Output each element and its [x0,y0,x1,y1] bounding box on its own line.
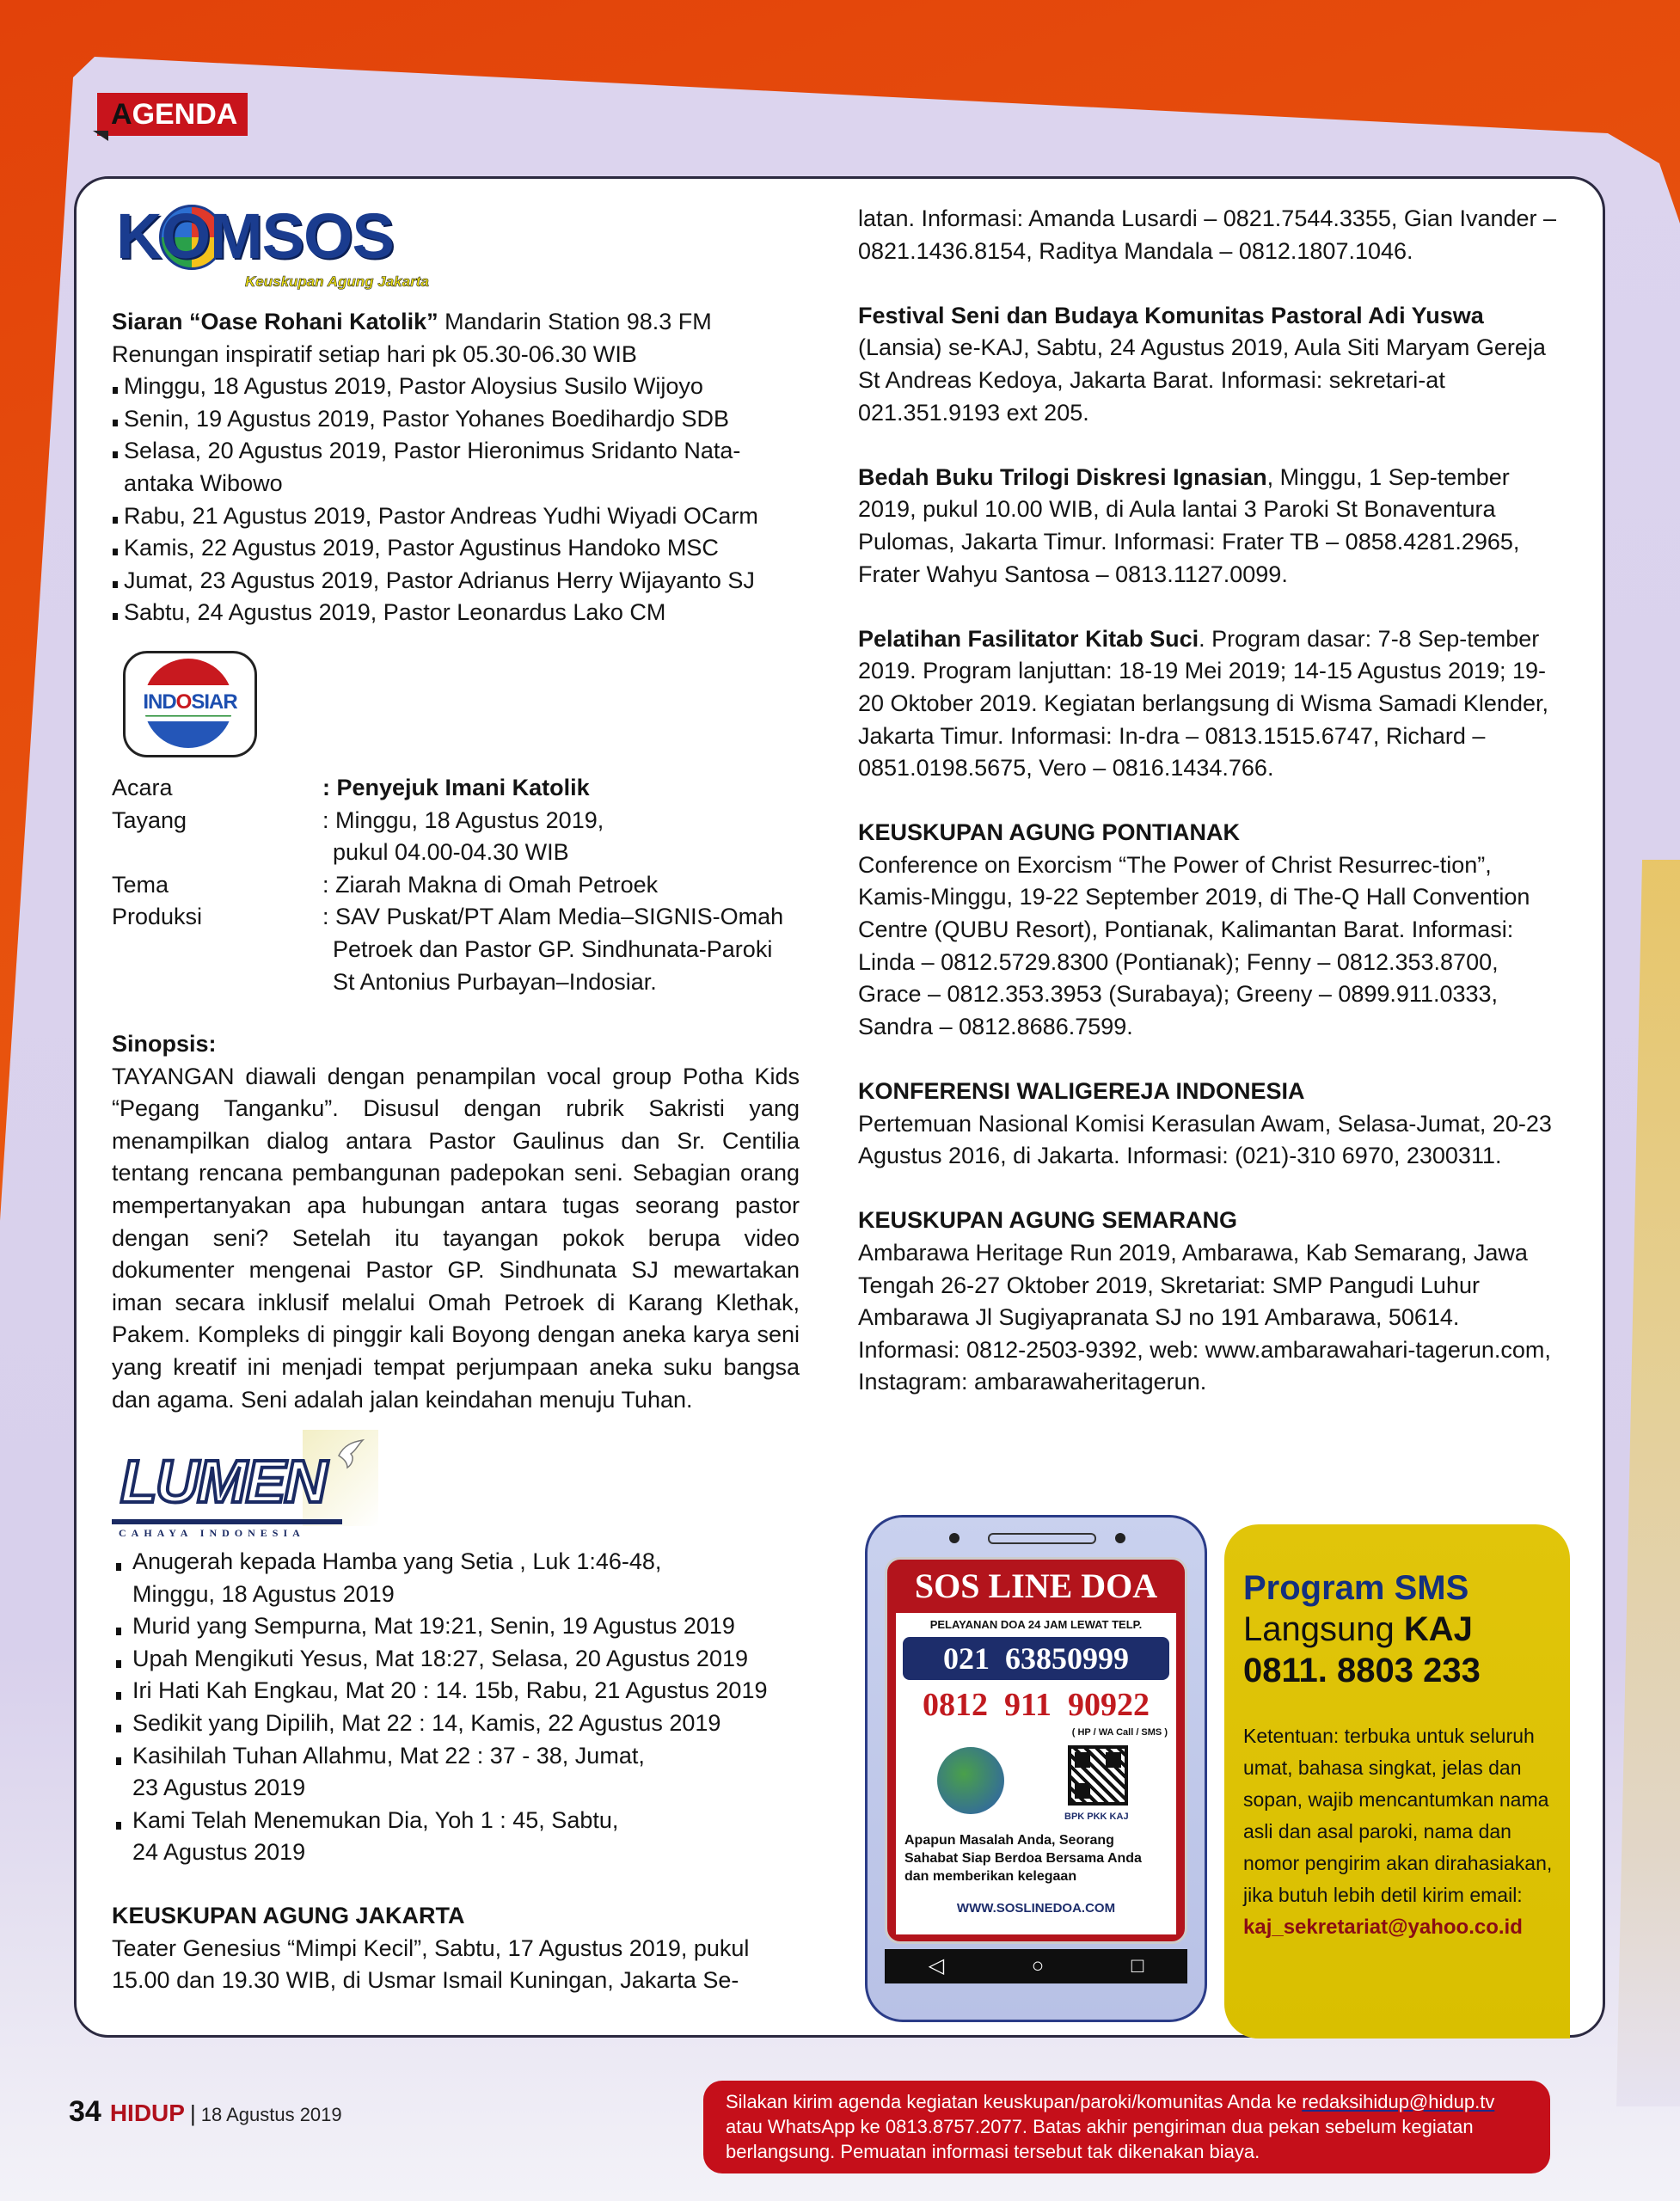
komsos-logo-word: KOMSOS [116,200,394,272]
detail-value: : Ziarah Makna di Omah Petroek [322,871,659,898]
section-heading: KEUSKUPAN AGUNG SEMARANG [858,1207,1238,1234]
spacer [858,267,1563,300]
sms-program-box [1224,1524,1570,2039]
section-tag [97,93,248,136]
section-heading: KEUSKUPAN AGUNG JAKARTA [112,1903,465,1928]
lumen-logo-bar [112,1519,342,1524]
spacer [858,429,1563,462]
spacer [858,591,1563,623]
recent-apps-icon: □ [1131,1954,1144,1977]
indosiar-logo [123,651,257,757]
event-text: latan. Informasi: Amanda Lusardi – 0821.7544.3355, Gian Ivander – 0821.1436.8154, Raditya Mandala – 0812.1807.1046. [858,205,1557,264]
ad-phone-landline: 021 63850999 [903,1637,1169,1680]
detail-label: Tema [112,871,169,898]
spacer [858,785,1563,818]
sms-title: Program SMS [1243,1569,1469,1607]
dove-icon [334,1437,368,1471]
lumen-item: Sedikit yang Dipilih, Mat 22 : 14, Kamis, 22 Agustus 2019 [112,1707,800,1740]
sms-number: 0811. 8803 233 [1243,1652,1481,1689]
event-item: Bedah Buku Trilogi Diskresi Ignasian, Minggu, 1 Sep-tember 2019, pukul 10.00 WIB, di Aula lantai 3 Paroki St Bonaventura Pulomas, Jakarta Timur. Informasi: Frater TB – 0858.4281.2965, Frater Wahyu Santosa – 0813.1127.0099. [858,463,1520,587]
lumen-logo-word: LUMEN [120,1448,326,1515]
detail-label: Acara [112,775,173,800]
detail-value: : Minggu, 18 Agustus 2019, pukul 04.00-04.30 WIB [322,806,604,866]
synopsis-label: Sinopsis: [112,1031,217,1057]
ad-phone-mobile: 0812 911 90922 [923,1687,1150,1723]
notice-email-link[interactable]: redaksihidup@hidup.tv [1302,2091,1495,2112]
sms-terms: Ketentuan: terbuka untuk seluruh umat, bahasa singkat, jelas dan sopan, wajib mencantumkan nama asli dan asal paroki, nama dan nomor pengirim akan dirahasiakan, jika butuh lebih detil kirim email: kaj_sekretariat@yahoo.co.id [1243,1725,1553,1939]
event-text: Teater Genesius “Mimpi Kecil”, Sabtu, 17 Agustus 2019, pukul 15.00 dan 19.30 WIB, di Usmar Ismail Kuningan, Jakarta Se- [112,1934,750,1994]
qr-code-icon [1068,1745,1128,1806]
lumen-logo [112,1430,378,1542]
phone-screen [885,1557,1187,1944]
section-tag-label: AGENDA [97,93,248,136]
lumen-block [112,1546,800,1869]
ad-phone-note: ( HP / WA Call / SMS ) [1071,1727,1168,1738]
lumen-item: Upah Mengikuti Yesus, Mat 18:27, Selasa, 20 Agustus 2019 [112,1643,800,1676]
komsos-logo [116,199,460,296]
radio-item: Kamis, 22 Agustus 2019, Pastor Agustinus Handoko MSC [112,532,800,565]
ad-message: Apapun Masalah Anda, Seorang Sahabat Siap Berdoa Bersama Anda dan memberikan kelegaan [904,1833,1142,1884]
radio-item: Senin, 19 Agustus 2019, Pastor Yohanes Boedihardjo SDB [112,403,800,436]
ad-title: SOS LINE DOA [914,1566,1158,1605]
event-text: Conference on Exorcism “The Power of Christ Resurrec-tion”, Kamis-Minggu, 19-22 September 2019, di The-Q Hall Convention Centre (QUBU Resort), Pontianak, Kalimantan Barat. Informasi: Linda – 0812.5729.8300 (Pontianak); Fenny – 0812.353.8700, Grace – 0812.353.3953 (Surabaya); Greeny – 0899.911.0333, Sandra – 0812.8686.7599. [858,851,1530,1039]
right-column [858,203,1563,1399]
tag-corner [93,131,108,141]
spacer [858,1043,1563,1076]
issue-date: 18 Agustus 2019 [200,2104,342,2125]
radio-block [112,306,800,629]
section-heading: KEUSKUPAN AGUNG PONTIANAK [858,819,1241,846]
ad-body [896,1613,1176,1934]
radio-item: Rabu, 21 Agustus 2019, Pastor Andreas Yudhi Wiyadi OCarm [112,500,800,533]
sos-line-doa-ad [865,1515,1207,2022]
globe-dove-icon [937,1747,1004,1814]
ad-website: WWW.SOSLINEDOA.COM [956,1901,1116,1916]
synopsis-text: TAYANGAN diawali dengan penampilan vocal group Potha Kids “Pegang Tanganku”. Disusul dengan rubrik Sakristi yang menampilkan dialog antara Pastor Gaulinus dan Sr. Centilia tentang rencana pembangunan padepokan seni. Sebagian orang mempertanyakan apa hubungan antara tugas seorang pastor dengan seni? Setelah itu tayangan pokok berupa video dokumenter mengenai Pastor GP. Sindhunata SJ mewartakan iman secara inklusif melalui Omah Petroek di Karang Klethak, Pakem. Kompleks di pinggir kali Boyong dengan aneka karya seni yang kreatif ini menjadi tempat perjumpaan aneka suku bangsa dan agama. Seni adalah jalan keindahan menuju Tuhan. [112,1063,800,1413]
radio-title: Siaran “Oase Rohani Katolik” Mandarin Station 98.3 FM [112,309,712,334]
indosiar-logo-word: INDOSIAR [129,690,251,715]
radio-subtitle: Renungan inspiratif setiap hari pk 05.30-06.30 WIB [112,340,637,367]
phone-speaker [988,1533,1096,1544]
radio-item: Jumat, 23 Agustus 2019, Pastor Adrianus Herry Wijayanto SJ [112,565,800,598]
kaj-block [112,1900,800,1997]
event-item: Festival Seni dan Budaya Komunitas Pastoral Adi Yuswa (Lansia) se-KAJ, Sabtu, 24 Agustus 2019, Aula Siti Maryam Gereja St Andreas Kedoya, Jakarta Barat. Informasi: sekretari-at 021.351.9193 ext 205. [858,302,1546,426]
detail-label: Tayang [112,806,187,833]
lumen-item: Anugerah kepada Hamba yang Setia , Luk 1:46-48, Minggu, 18 Agustus 2019 [112,1546,734,1610]
event-item: Pelatihan Fasilitator Kitab Suci. Program dasar: 7-8 Sep-tember 2019. Program lanjuttan: 18-19 Mei 2019; 14-15 Agustus 2019; 19-20 Oktober 2019. Kegiatan berlangsung di Wisma Samadi Klender, Jakarta Timur. Informasi: In-dra – 0813.1515.6747, Richard – 0851.0198.5675, Vero – 0816.1434.766. [858,625,1548,782]
detail-value: : Penyejuk Imani Katolik [322,775,590,800]
program-block [112,772,800,998]
page-number: 34 [69,2095,101,2128]
detail-label: Produksi [112,904,203,930]
lumen-item: Murid yang Sempurna, Mat 19:21, Senin, 19 Agustus 2019 [112,1610,800,1643]
back-icon: ◁ [928,1954,945,1977]
sms-subtitle: Langsung KAJ [1243,1610,1473,1648]
magazine-name: HIDUP [109,2100,185,2126]
page-footer [69,2094,342,2132]
radio-item: Selasa, 20 Agustus 2019, Pastor Hieronimus Sridanto Nata-antaka Wibowo [112,435,800,500]
event-text: Ambarawa Heritage Run 2019, Ambarawa, Kab Semarang, Jawa Tengah 26-27 Oktober 2019, Skretariat: SMP Pangudi Luhur Ambarawa Jl Sugiyapranata SJ no 191 Ambarawa, 50614. Informasi: 0812-2503-9392, web: www.ambarawahari-tagerun.com, Instagram: ambarawaheritagerun. [858,1240,1551,1395]
lumen-item: Kami Telah Menemukan Dia, Yoh 1 : 45, Sabtu, 24 Agustus 2019 [112,1805,631,1869]
phone-sensor [1115,1533,1125,1543]
komsos-logo-subtitle: Keuskupan Agung Jakarta [245,273,429,290]
footer-separator: | [189,2100,196,2126]
submission-notice: Silakan kirim agenda kegiatan keuskupan/paroki/komunitas Anda ke redaksihidup@hidup.tv atau WhatsApp ke 0813.8757.2077. Batas akhir pengiriman dua pekan sebelum kegiatan berlangsung. Pemuatan informasi tersebut tak dikenakan biaya. [703,2081,1550,2173]
lumen-logo-subtitle: CAHAYA INDONESIA [119,1527,305,1539]
spacer [858,1173,1563,1205]
synopsis-block [112,1028,800,1416]
event-text: Pertemuan Nasional Komisi Kerasulan Awam, Selasa-Jumat, 20-23 Agustus 2016, di Jakarta. Informasi: (021)-310 6970, 2300311. [858,1110,1552,1169]
ad-service: PELAYANAN DOA 24 JAM LEWAT TELP. [929,1618,1143,1631]
home-icon: ○ [1031,1954,1045,1977]
lumen-item: Iri Hati Kah Engkau, Mat 20 : 14. 15b, Rabu, 21 Agustus 2019 [112,1675,800,1707]
ad-org: BPK PKK KAJ [1064,1812,1129,1822]
lumen-item: Kasihilah Tuhan Allahmu, Mat 22 : 37 - 38, Jumat, 23 Agustus 2019 [112,1740,665,1805]
radio-item: Sabtu, 24 Agustus 2019, Pastor Leonardus Lako CM [112,597,800,629]
radio-item: Minggu, 18 Agustus 2019, Pastor Aloysius Susilo Wijoyo [112,371,800,403]
phone-camera [949,1533,960,1543]
section-heading: KONFERENSI WALIGEREJA INDONESIA [858,1078,1305,1105]
phone-nav-bar [885,1949,1187,1983]
detail-value: : SAV Puskat/PT Alam Media–SIGNIS-Omah Petroek dan Pastor GP. Sindhunata-Paroki St Antonius Purbayan–Indosiar. [322,904,784,995]
sms-email-link[interactable]: kaj_sekretariat@yahoo.co.id [1243,1916,1523,1939]
program-details [112,772,800,998]
